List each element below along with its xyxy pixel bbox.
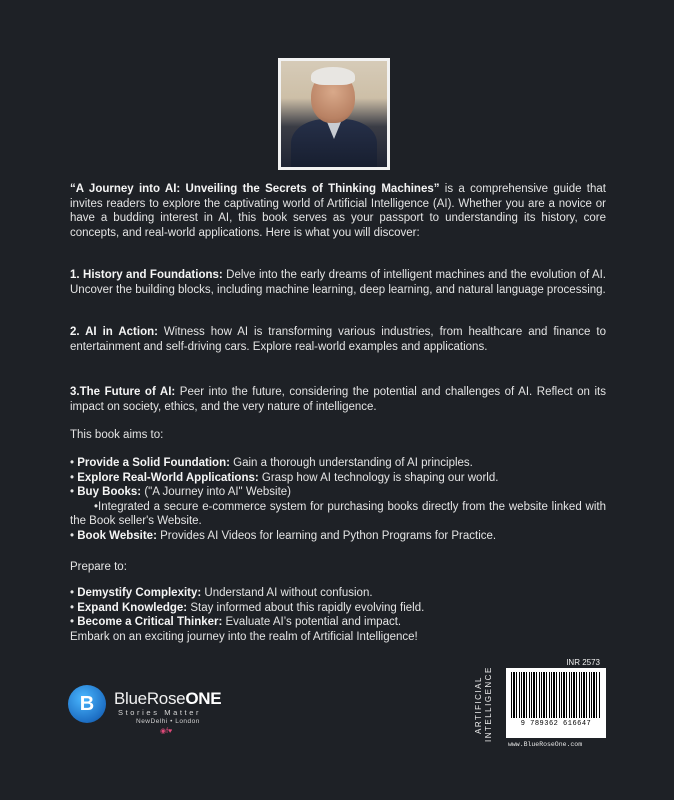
price-label: INR 2573 xyxy=(566,658,600,667)
item-label: Buy Books: xyxy=(77,486,142,499)
social-icons: ◉f♥ xyxy=(160,728,173,735)
item-text: Gain a thorough understanding of AI principles. xyxy=(229,457,473,469)
list-item: • Become a Critical Thinker: Evaluate AI’s potential and impact. xyxy=(70,616,402,629)
item-text: Evaluate AI’s potential and impact. xyxy=(222,616,402,629)
intro-text: is a comprehensive guide that invites readers to explore the captivating world of Artificial Intelligence (AI). Whether you are a novice or have a budding interest in AI, this book serves as your passport to understanding its history, core concepts, and real-world applications. Here is what you will discover: xyxy=(70,183,606,239)
section-text: Witness how AI is transforming various industries, from healthcare and finance to entertainment and self-driving cars. Explore real-world examples and applications. xyxy=(70,326,606,353)
publisher-logo xyxy=(68,685,236,765)
item-text: ("A Journey into AI" Website) xyxy=(141,486,291,499)
prepare-list xyxy=(70,586,606,644)
publisher-cities: NewDelhi • London xyxy=(136,718,200,725)
list-item: • Demystify Complexity: Understand AI without confusion. xyxy=(70,587,373,599)
item-label: Provide a Solid Foundation: xyxy=(77,457,230,469)
list-item: • Expand Knowledge: Stay informed about this rapidly evolving field. xyxy=(70,601,425,614)
barcode-bars xyxy=(511,672,601,718)
section-text: Delve into the early dreams of intelligent machines and the evolution of AI. Uncover the building blocks, including machine learning, deep learning, and natural language processing. xyxy=(70,269,607,296)
aims-list xyxy=(70,456,606,544)
section-text: Peer into the future, considering the potential and challenges of AI. Reflect on its impact on society, ethics, and the very nature of intelligence. xyxy=(70,386,606,413)
section-ai-in-action xyxy=(70,325,606,354)
section-history xyxy=(70,268,606,297)
item-text: Provides AI Videos for learning and Python Programs for Practice. xyxy=(156,529,497,542)
publisher-name xyxy=(114,689,221,709)
section-future xyxy=(70,385,606,414)
publisher-name-part1: BlueRose xyxy=(114,689,186,708)
list-item: • Book Website: Provides AI Videos for learning and Python Programs for Practice. xyxy=(70,529,497,542)
isbn-barcode xyxy=(506,668,606,738)
section-heading: 3.The Future of AI: xyxy=(70,386,176,398)
publisher-tagline: Stories Matter xyxy=(118,708,202,717)
publisher-website: www.BlueRoseOne.com xyxy=(508,741,583,748)
item-label: Expand Knowledge: xyxy=(77,601,188,614)
prepare-heading xyxy=(70,560,606,575)
item-label: Become a Critical Thinker: xyxy=(77,616,223,629)
list-item: • Buy Books: ("A Journey into AI" Website) xyxy=(70,486,291,499)
barcode-area xyxy=(470,652,620,752)
publisher-logo-icon: B xyxy=(68,685,106,723)
publisher-name-part2: ONE xyxy=(185,689,222,708)
item-text: Grasp how AI technology is shaping our world. xyxy=(258,471,499,484)
prepare-heading-text: Prepare to: xyxy=(70,561,127,573)
isbn-number: 9 789362 616647 xyxy=(520,720,592,728)
intro-paragraph xyxy=(70,182,606,240)
closing-line: Embark on an exciting journey into the realm of Artificial Intelligence! xyxy=(70,630,418,643)
list-item: • Explore Real-World Applications: Grasp how AI technology is shaping our world. xyxy=(70,471,499,484)
aims-heading xyxy=(70,428,606,443)
aims-heading-text: This book aims to: xyxy=(70,429,164,441)
item-text: Stay informed about this rapidly evolving field. xyxy=(187,601,425,614)
section-heading: 1. History and Foundations: xyxy=(70,269,223,281)
vertical-title: ARTIFICIAL INTELLIGENCE xyxy=(474,666,493,742)
buy-detail: •Integrated a secure e-commerce system for purchasing books directly from the website linked with the Book seller's Website. xyxy=(70,500,606,528)
list-item: • Provide a Solid Foundation: Gain a thorough understanding of AI principles. xyxy=(70,457,473,469)
item-text: Understand AI without confusion. xyxy=(201,587,373,599)
author-photo xyxy=(278,58,390,170)
item-label: Book Website: xyxy=(77,529,157,542)
item-label: Explore Real-World Applications: xyxy=(77,471,259,484)
book-title-quote: “A Journey into AI: Unveiling the Secrets of Thinking Machines” xyxy=(70,183,440,195)
section-heading: 2. AI in Action: xyxy=(70,326,158,338)
item-label: Demystify Complexity: xyxy=(77,587,202,599)
